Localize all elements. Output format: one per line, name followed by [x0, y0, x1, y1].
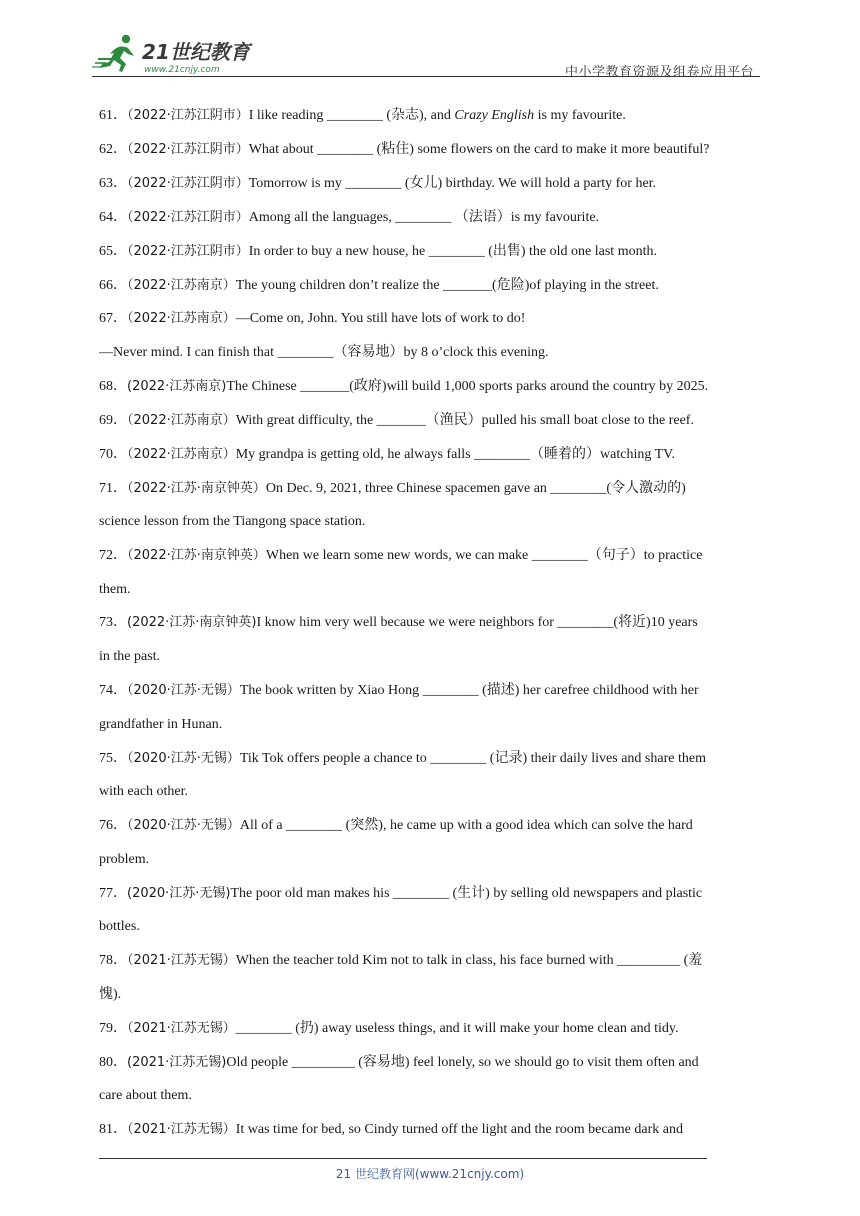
question-number: 70． — [99, 447, 127, 462]
question-line — [99, 682, 699, 700]
question-text: —Never mind. I can finish that ________（容易地）by 8 o’clock this evening. — [99, 345, 549, 360]
logo — [92, 32, 262, 76]
question-line — [99, 1054, 699, 1072]
question-source: （2020·江苏·无锡） — [127, 818, 240, 833]
logo-url: www.21cnjy.com — [144, 65, 220, 75]
question-number: 62． — [99, 142, 127, 157]
question-source: (2022·江苏南京) — [127, 379, 227, 394]
question-text: On Dec. 9, 2021, three Chinese spacemen gave an ________(令人激动的) — [265, 481, 686, 496]
question-text: Tik Tok offers people a chance to ________ (记录) their daily lives and share them — [239, 751, 706, 766]
question-number: 66． — [99, 278, 127, 293]
question-line — [99, 547, 702, 565]
question-source: （2022·江苏南京） — [127, 447, 236, 462]
question-text: problem. — [99, 852, 150, 867]
question-text: What about ________ (粘住) some flowers on the card to make it more beautiful? — [248, 142, 710, 157]
question-number: 67． — [99, 311, 127, 326]
logo-title: 21世纪教育 — [142, 40, 250, 64]
question-line — [99, 107, 626, 125]
question-text: Among all the languages, ________ （法语）is my favourite. — [248, 210, 600, 225]
question-line — [99, 851, 149, 869]
question-line — [99, 783, 188, 801]
question-text: them. — [99, 582, 131, 597]
question-text: Tomorrow is my ________ (女儿) birthday. We will hold a party for her. — [248, 176, 657, 191]
question-source: （2021·江苏无锡） — [127, 953, 236, 968]
question-number: 77． — [99, 886, 127, 901]
question-line — [99, 918, 140, 936]
question-line — [99, 581, 131, 599]
question-line — [99, 480, 686, 498]
question-text: in the past. — [99, 649, 161, 664]
question-text-tail: is my favourite. — [534, 108, 626, 123]
question-source: （2022·江苏江阴市） — [127, 244, 249, 259]
header-divider — [92, 76, 760, 77]
question-number: 63． — [99, 176, 127, 191]
question-number: 61． — [99, 108, 127, 123]
question-line — [99, 175, 656, 193]
question-text: bottles. — [99, 919, 140, 934]
question-line — [99, 817, 693, 835]
question-line — [99, 648, 160, 666]
question-line — [99, 750, 706, 768]
question-text: Old people _________ (容易地) feel lonely, so we should go to visit them often and — [226, 1055, 699, 1070]
question-number: 80． — [99, 1055, 127, 1070]
question-line — [99, 446, 675, 464]
question-line — [99, 344, 548, 362]
question-text: The Chinese _______(政府)will build 1,000 sports parks around the country by 2025. — [226, 379, 709, 394]
question-text: My grandpa is getting old, he always falls ________（睡着的）watching TV. — [235, 447, 675, 462]
question-line — [99, 885, 702, 903]
question-line — [99, 716, 222, 734]
question-source: （2022·江苏·南京钟英） — [127, 548, 266, 563]
question-source: （2021·江苏无锡） — [127, 1021, 236, 1036]
page-header — [92, 30, 760, 78]
question-text: It was time for bed, so Cindy turned off the light and the room became dark and — [235, 1122, 683, 1137]
question-source: （2022·江苏江阴市） — [127, 142, 249, 157]
question-text: I like reading ________ (杂志), and — [248, 108, 455, 123]
question-text: care about them. — [99, 1088, 192, 1103]
question-number: 65． — [99, 244, 127, 259]
question-source: （2022·江苏江阴市） — [127, 210, 249, 225]
question-text: When we learn some new words, we can make ________（句子）to practice — [265, 548, 703, 563]
question-line — [99, 141, 709, 159]
runner-icon — [92, 35, 134, 72]
question-number: 68． — [99, 379, 127, 394]
question-line — [99, 412, 694, 430]
question-line — [99, 310, 525, 328]
question-source: （2021·江苏无锡） — [127, 1122, 236, 1137]
question-number: 75． — [99, 751, 127, 766]
question-line — [99, 378, 708, 396]
question-text: 愧). — [99, 987, 122, 1002]
question-text: The poor old man makes his ________ (生计) by selling old newspapers and plastic — [230, 886, 703, 901]
question-line — [99, 952, 702, 970]
question-number: 78． — [99, 953, 127, 968]
question-text: with each other. — [99, 784, 189, 799]
question-source: （2022·江苏江阴市） — [127, 176, 249, 191]
question-source: (2021·江苏无锡) — [127, 1055, 227, 1070]
question-text: When the teacher told Kim not to talk in class, his face burned with _________ (羞 — [235, 953, 703, 968]
question-number: 73． — [99, 615, 127, 630]
question-line — [99, 1020, 678, 1038]
question-number: 72． — [99, 548, 127, 563]
header-platform-text: 中小学教育资源及组卷应用平台 — [564, 65, 754, 80]
question-number: 74． — [99, 683, 127, 698]
question-source: （2020·江苏·无锡） — [127, 683, 240, 698]
question-text: science lesson from the Tiangong space station. — [99, 514, 366, 529]
question-text: ________ (扔) away useless things, and it will make your home clean and tidy. — [235, 1021, 679, 1036]
question-text: All of a ________ (突然), he came up with a good idea which can solve the hard — [239, 818, 693, 833]
question-line — [99, 513, 365, 531]
question-line — [99, 1087, 192, 1105]
question-text: With great difficulty, the _______（渔民）pulled his small boat close to the reef. — [235, 413, 694, 428]
question-line — [99, 986, 121, 1004]
question-source: （2022·江苏江阴市） — [127, 108, 249, 123]
question-source: （2020·江苏·无锡） — [127, 751, 240, 766]
question-source: （2022·江苏南京） — [127, 311, 236, 326]
question-source: （2022·江苏南京） — [127, 413, 236, 428]
question-number: 79． — [99, 1021, 127, 1036]
question-italic-title: Crazy English — [454, 108, 535, 123]
question-text: —Come on, John. You still have lots of work to do! — [235, 311, 526, 326]
question-source: (2020·江苏·无锡) — [127, 886, 231, 901]
question-number: 76． — [99, 818, 127, 833]
question-number: 81． — [99, 1122, 127, 1137]
question-source: （2022·江苏南京） — [127, 278, 236, 293]
question-source: (2022·江苏·南京钟英) — [127, 615, 257, 630]
question-number: 69． — [99, 413, 127, 428]
question-line — [99, 209, 599, 227]
question-number: 71． — [99, 481, 127, 496]
question-text: In order to buy a new house, he ________ (出售) the old one last month. — [248, 244, 657, 259]
question-source: （2022·江苏·南京钟英） — [127, 481, 266, 496]
question-text: I know him very well because we were neighbors for ________(将近)10 years — [256, 615, 698, 630]
question-text: grandfather in Hunan. — [99, 717, 223, 732]
question-number: 64． — [99, 210, 127, 225]
question-line — [99, 277, 659, 295]
question-line — [99, 1121, 683, 1139]
question-text: The book written by Xiao Hong ________ (描述) her carefree childhood with her — [239, 683, 699, 698]
question-line — [99, 614, 698, 632]
footer-divider — [99, 1158, 707, 1159]
question-text: The young children don’t realize the _______(危险)of playing in the street. — [235, 278, 659, 293]
footer-text: 21 世纪教育网(www.21cnjy.com) — [335, 1167, 525, 1181]
question-line — [99, 243, 657, 261]
